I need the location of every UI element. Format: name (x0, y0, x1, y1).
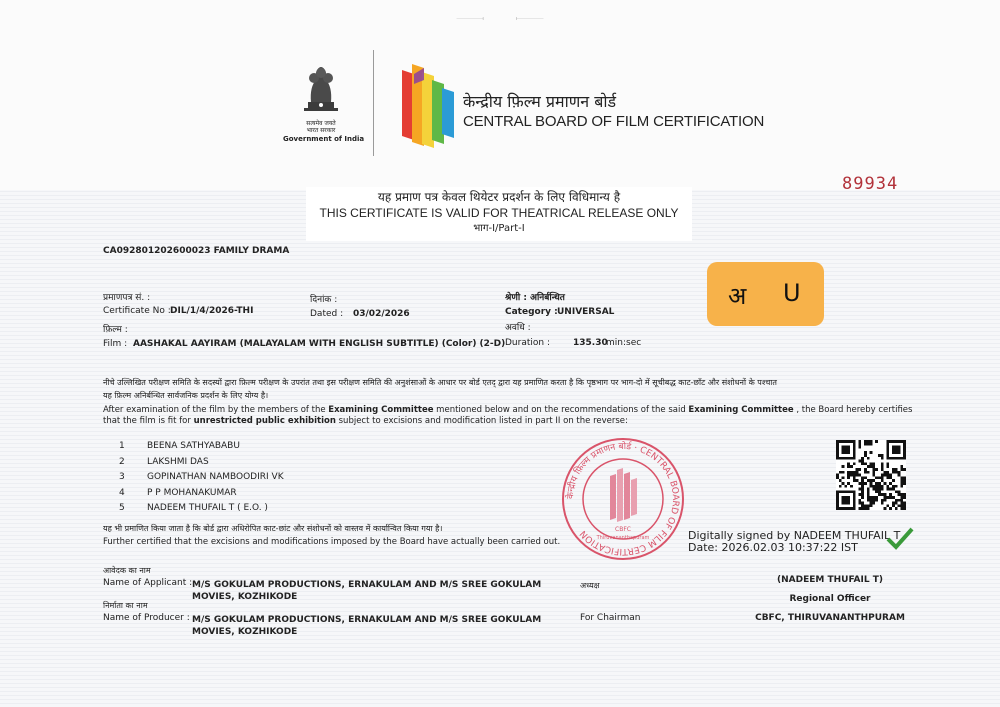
category-label: Category : (505, 307, 558, 317)
category-badge (707, 262, 824, 326)
chairman-hindi: अध्यक्ष (580, 581, 600, 590)
chairman-english: For Chairman (580, 613, 641, 623)
qr-code (836, 440, 906, 510)
applicant-label: Name of Applicant : (103, 578, 193, 588)
list-item: 2 LAKSHMI DAS (119, 456, 209, 467)
category-value: UNIVERSAL (557, 307, 615, 317)
list-item: 5 NADEEM THUFAIL T ( E.O. ) (119, 503, 268, 513)
signatory-name: (NADEEM THUFAIL T) (777, 575, 883, 585)
applicant-hindi: आवेदक का नाम (103, 566, 151, 575)
notice-part: भाग-I/Part-I (473, 223, 525, 234)
notice-hindi: यह प्रमाण पत्र केवल थियेटर प्रदर्शन के लिए विधिमान्य है (377, 190, 621, 204)
signatory-title: Regional Officer (789, 594, 871, 604)
applicant-value-line1: M/S GOKULAM PRODUCTIONS, ERNAKULAM AND M/S SREE GOKULAM (192, 580, 542, 590)
serial-number: 89934 (842, 174, 899, 194)
film-label: Film : (103, 339, 128, 349)
check-icon (886, 526, 914, 550)
exam-english-line2: that the film is fit for unrestricted public exhibition subject to excisions and modification listed in part II on the reverse: (103, 416, 628, 426)
emblem-motto: सत्यमेव जयते (306, 120, 336, 127)
applicant-value-line2: MOVIES, KOZHIKODE (192, 592, 298, 602)
cert-no-label: Certificate No : (103, 306, 171, 316)
producer-value-line1: M/S GOKULAM PRODUCTIONS, ERNAKULAM AND M/S SREE GOKULAM (192, 615, 542, 625)
exam-hindi-line2: यह फ़िल्म अनिर्बन्धित सार्वजनिक प्रदर्शन के लिए योग्य है। (103, 391, 269, 400)
duration-value: 135.30 (573, 338, 608, 348)
cbfc-logo-icon (400, 60, 456, 150)
badge-english: U (783, 279, 801, 307)
digital-signature (688, 530, 900, 554)
emblem-hindi: भारत सरकार (306, 127, 336, 134)
header-divider (373, 50, 374, 156)
producer-hindi: निर्माता का नाम (103, 601, 148, 610)
producer-label: Name of Producer : (103, 613, 190, 623)
national-emblem-icon (302, 62, 340, 116)
date-hindi: दिनांक : (310, 295, 338, 305)
seal-center-city: Thiruvananthapuram (596, 535, 650, 541)
cert-no-hindi: प्रमाणपत्र सं. : (103, 293, 151, 303)
duration-unit: min:sec (606, 338, 642, 348)
duration-label: Duration : (505, 338, 550, 348)
film-hindi: फ़िल्म : (103, 325, 128, 335)
reference-code: CA092801202600023 FAMILY DRAMA (103, 246, 290, 256)
producer-value-line2: MOVIES, KOZHIKODE (192, 627, 298, 637)
date-label: Dated : (310, 309, 344, 319)
cert-no-value: DIL/1/4/2026-THI (170, 306, 254, 316)
emblem-english: Government of India (283, 135, 365, 143)
seal-ring-text: केन्द्रीय फ़िल्म प्रमाणन बोर्ड · CENTRAL BOARD OF FILM CERTIFICATION (565, 441, 681, 557)
cbfc-seal-stamp (560, 436, 686, 562)
board-name-hindi: केन्द्रीय फ़िल्म प्रमाणन बोर्ड (463, 92, 617, 111)
seal-center-label: CBFC (615, 526, 631, 533)
film-value: AASHAKAL AAYIRAM (MALAYALAM WITH ENGLISH SUBTITLE) (Color) (2-D) (133, 339, 506, 349)
signatory-office: CBFC, THIRUVANANTHPURAM (755, 613, 905, 623)
board-name-english: CENTRAL BOARD OF FILM CERTIFICATION (463, 113, 765, 130)
category-hindi: श्रेणी : अनिर्बन्धित (505, 293, 565, 303)
further-english: Further certified that the excisions and modifications imposed by the Board have actually been carried out. (103, 537, 561, 547)
emblem-block (283, 62, 365, 152)
exam-hindi-line1: नीचे उल्लिखित परीक्षण समिति के सदस्यों द्वारा फ़िल्म परीक्षण के उपरांत तथा इस परीक्षण समिति की अनुशंसाओं के आधार पर बोर्ड एतद् द्वारा यह प्रमाणित करता है कि पृष्ठभाग पर भाग-दो में सूचीबद्ध काट-छाँट और संशोधनों के पश्चात (103, 378, 777, 387)
notice-box (306, 187, 692, 241)
notice-english: THIS CERTIFICATE IS VALID FOR THEATRICAL RELEASE ONLY (319, 206, 679, 220)
list-item: 3 GOPINATHAN NAMBOODIRI VK (119, 472, 284, 482)
digital-signature-line1: Digitally signed by NADEEM THUFAIL T (688, 529, 901, 542)
duration-hindi: अवधि : (505, 323, 531, 333)
date-value: 03/02/2026 (353, 309, 410, 319)
list-item: 1 BEENA SATHYABABU (119, 441, 240, 451)
further-hindi: यह भी प्रमाणित किया जाता है कि बोर्ड द्वारा अधिरोपित काट-छांट और संशोधनों को वास्तव में कार्यान्वित किया गया है। (103, 524, 443, 533)
digital-signature-line2: Date: 2026.02.03 10:37:22 IST (688, 541, 858, 554)
exam-english-line1: After examination of the film by the members of the Examining Committee mentioned below and on the recommendations of the said Examining Committee , the Board hereby certifies (103, 405, 913, 415)
committee-list (119, 433, 284, 511)
list-item: 4 P P MOHANAKUMAR (119, 487, 237, 498)
badge-hindi: अ (728, 282, 747, 310)
